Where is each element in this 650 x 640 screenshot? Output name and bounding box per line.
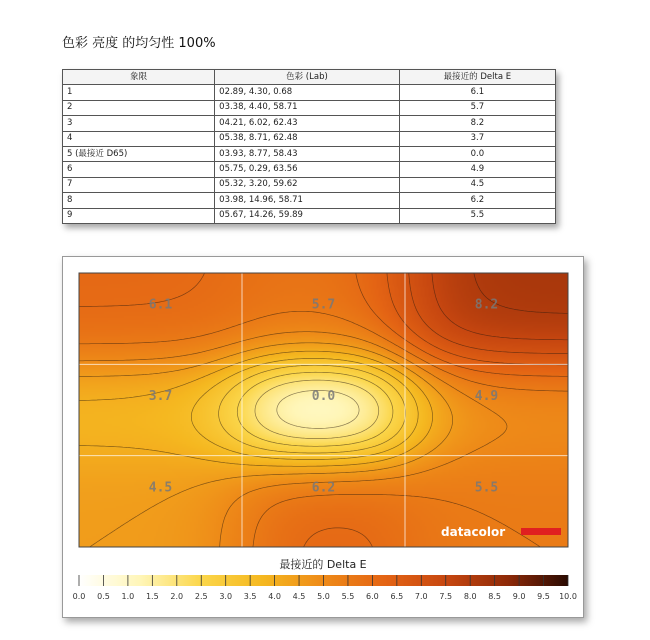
- cell-quadrant: 5 (最接近 D65): [63, 146, 215, 161]
- quadrant-table-grid: [62, 69, 556, 224]
- colorbar-tick-label: 5.5: [341, 592, 355, 601]
- table-row: [63, 162, 556, 177]
- col-header-delta-e: 最接近的 Delta E: [399, 70, 555, 85]
- quadrant-value-label: 0.0: [311, 389, 336, 404]
- cell-delta-e: 3.7: [399, 131, 555, 146]
- colorbar-tick-label: 0.0: [72, 592, 86, 601]
- table-header-row: [63, 70, 556, 85]
- quadrant-value-label: 6.1: [148, 297, 173, 313]
- quadrant-value-label: 3.7: [148, 389, 173, 404]
- table-row: [63, 177, 556, 192]
- colorbar-tick-label: 9.5: [537, 592, 550, 601]
- table-row: [63, 100, 556, 115]
- cell-delta-e: 5.5: [399, 208, 555, 223]
- quadrant-value-label: 5.7: [311, 297, 336, 313]
- cell-delta-e: 6.2: [399, 193, 555, 208]
- colorbar-tick-label: 7.0: [414, 592, 428, 601]
- table-row: [63, 85, 556, 100]
- page-title: 色彩 亮度 的均匀性 100%: [62, 36, 216, 51]
- cell-delta-e: 4.9: [399, 162, 555, 177]
- colorbar-tick-label: 6.0: [366, 592, 379, 601]
- quadrant-table: [62, 69, 556, 224]
- cell-lab: 03.93, 8.77, 58.43: [215, 146, 400, 161]
- cell-lab: 05.67, 14.26, 59.89: [215, 208, 400, 223]
- cell-delta-e: 5.7: [399, 100, 555, 115]
- cell-lab: 04.21, 6.02, 62.43: [215, 116, 400, 131]
- colorbar-tick-label: 8.0: [463, 592, 477, 601]
- quadrant-value-label: 8.2: [474, 297, 499, 313]
- colorbar-tick-label: 2.0: [170, 592, 184, 601]
- table-row: [63, 208, 556, 223]
- uniformity-chart-svg: [63, 257, 583, 617]
- table-row: [63, 116, 556, 131]
- quadrant-value-label: 6.2: [311, 480, 336, 496]
- quadrant-value-label: 5.5: [474, 480, 499, 496]
- colorbar-label: 最接近的 Delta E: [279, 558, 367, 571]
- cell-delta-e: 4.5: [399, 177, 555, 192]
- cell-quadrant: 9: [63, 208, 215, 223]
- colorbar-tick-label: 4.5: [292, 592, 306, 601]
- cell-quadrant: 4: [63, 131, 215, 146]
- colorbar-tick-label: 7.5: [439, 592, 453, 601]
- col-header-lab: 色彩 (Lab): [215, 70, 400, 85]
- cell-lab: 05.32, 3.20, 59.62: [215, 177, 400, 192]
- brand-text: datacolor: [441, 525, 506, 539]
- colorbar-tick-label: 6.5: [390, 592, 404, 601]
- colorbar-tick-label: 1.5: [145, 592, 159, 601]
- quadrant-value-label: 4.5: [148, 480, 173, 496]
- cell-quadrant: 1: [63, 85, 215, 100]
- col-header-quadrant: 象限: [63, 70, 215, 85]
- quadrant-value-label: 4.9: [474, 389, 499, 404]
- cell-quadrant: 7: [63, 177, 215, 192]
- colorbar-tick-label: 2.5: [194, 592, 208, 601]
- colorbar-tick-label: 9.0: [512, 592, 526, 601]
- cell-lab: 05.75, 0.29, 63.56: [215, 162, 400, 177]
- colorbar-tick-label: 1.0: [121, 592, 135, 601]
- brand-bar: [521, 528, 561, 535]
- table-row: [63, 131, 556, 146]
- uniformity-chart: [62, 256, 584, 618]
- cell-delta-e: 6.1: [399, 85, 555, 100]
- cell-lab: 03.98, 14.96, 58.71: [215, 193, 400, 208]
- table-row: [63, 146, 556, 161]
- colorbar-tick-label: 3.5: [243, 592, 257, 601]
- heatmap-image: [79, 273, 568, 547]
- colorbar-tick-label: 10.0: [559, 592, 577, 601]
- cell-quadrant: 2: [63, 100, 215, 115]
- cell-lab: 05.38, 8.71, 62.48: [215, 131, 400, 146]
- cell-quadrant: 3: [63, 116, 215, 131]
- cell-quadrant: 8: [63, 193, 215, 208]
- cell-lab: 03.38, 4.40, 58.71: [215, 100, 400, 115]
- colorbar-tick-label: 3.0: [219, 592, 233, 601]
- cell-delta-e: 8.2: [399, 116, 555, 131]
- cell-lab: 02.89, 4.30, 0.68: [215, 85, 400, 100]
- table-row: [63, 193, 556, 208]
- colorbar-tick-label: 0.5: [97, 592, 110, 601]
- colorbar-tick-label: 4.0: [268, 592, 281, 601]
- cell-quadrant: 6: [63, 162, 215, 177]
- colorbar-tick-label: 5.0: [317, 592, 330, 601]
- colorbar-tick-label: 8.5: [488, 592, 502, 601]
- cell-delta-e: 0.0: [399, 146, 555, 161]
